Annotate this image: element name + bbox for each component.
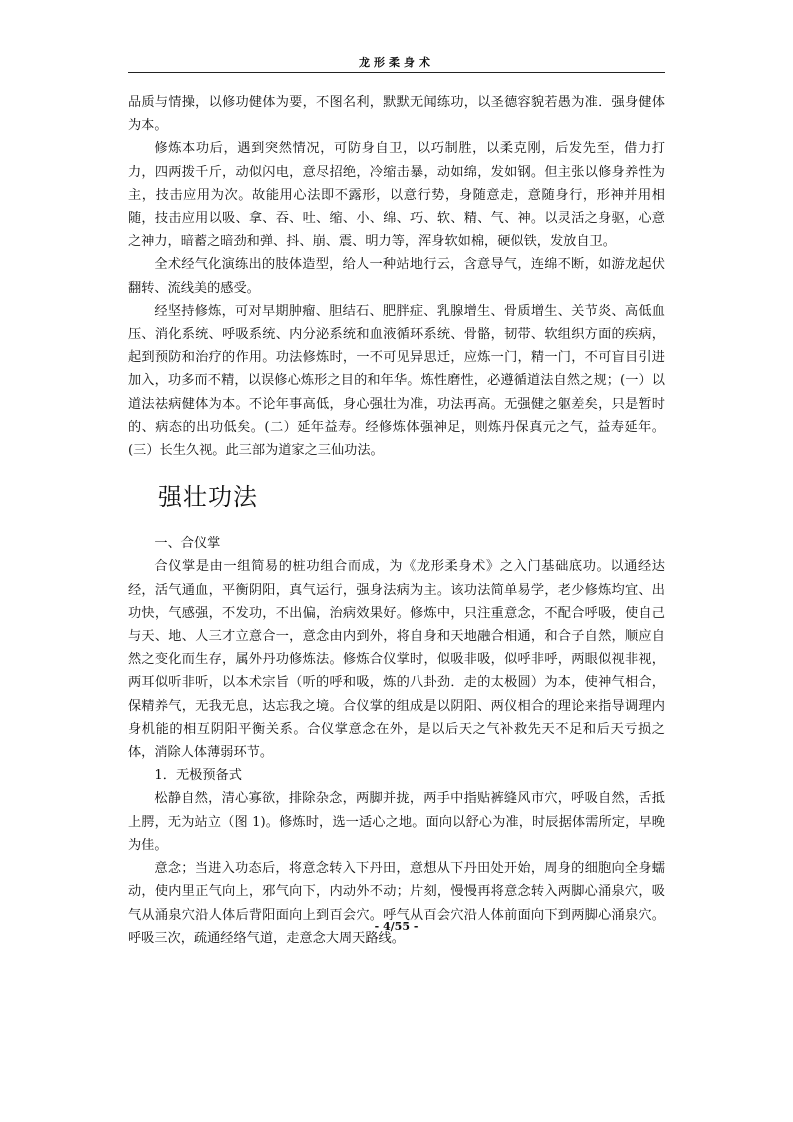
- paragraph-wuji-posture: 松静自然，清心寡欲，排除杂念，两脚并拢，两手中指贴裤缝风市穴，呼吸自然，舌抵上腭，无为站立（图 1)。修炼时，选一适心之地。面向以舒心为准，时辰据体需所定，早晚为佳。: [128, 791, 665, 853]
- subsection-heading-heyizhang: 一、合仪掌: [154, 536, 221, 552]
- page-number: - 4/55 -: [374, 920, 419, 933]
- paragraph-continued: 品质与情操，以修功健体为要，不图名利，默默无闻练功，以圣德容貌若愚为准．强身健体为本。: [128, 95, 665, 134]
- header-rule: [128, 72, 665, 73]
- running-header: 龙形柔身术: [359, 56, 434, 69]
- paragraph-health-benefits: 经坚持修炼，可对早期肿瘤、胆结石、肥胖症、乳腺增生、骨质增生、关节炎、高低血压、消化系统、呼吸系统、内分泌系统和血液循环系统、骨骼，韧带、软组织方面的疾病，起到预防和治疗的作用。功法修炼时，一不可见异思迁，应炼一门，精一门，不可盲目引进加入，功多而不精，以误修心炼形之目的和年华。炼性磨性，必遵循道法自然之规；(一）以道法祛病健体为本。不论年事高低，身心强壮为准，功法再高。无强健之躯差矣，只是暂时的、病态的出功低矣。(二）延年益寿。经修炼体强神足，则炼丹保真元之气，益寿延年。(三）长生久视。此三部为道家之三仙功法。: [128, 303, 665, 459]
- section-title: 强壮功法: [158, 483, 258, 512]
- paragraph-wuji-mind: 意念；当进入功态后，将意念转入下丹田，意想从下丹田处开始，周身的细胞向全身蠕动，使内里正气向上，邪气向下，内动外不动；片刻，慢慢再将意念转入两脚心涌泉穴，吸气从涌泉穴沿人体后背阳面向上到百会穴。呼气从百会穴沿人体前面向下到两脚心涌泉穴。呼吸三次，疏通经络气道，走意念大周天路线。: [128, 861, 665, 946]
- page-content: [128, 91, 665, 950]
- paragraph-combat-use: 修炼本功后，遇到突然情况，可防身自卫，以巧制胜，以柔克刚，后发先至，借力打力，四两拨千斤，动似闪电，意尽招绝，冷缩击暴，动如绵，发如钢。但主张以修身养性为主，技击应用为次。故能用心法即不露形，以意行势，身随意走，意随身行，形神并用相随，技击应用以吸、拿、吞、吐、缩、小、绵、巧、软、精、气、神。以灵活之身驱，心意之神力，暗蓄之暗劲和弹、抖、崩、震、明力等，浑身软如棉，硬似铁，发放自卫。: [128, 141, 665, 250]
- subsection-heading-wuji: 1．无极预备式: [154, 768, 242, 784]
- paragraph-form-aesthetics: 全术经气化演练出的肢体造型，给人一种站地行云，含意导气，连绵不断，如游龙起伏翻转、流线美的感受。: [128, 257, 665, 296]
- paragraph-heyizhang: 合仪掌是由一组简易的桩功组合而成，为《龙形柔身术》之入门基础底功。以通经达经，活气通血，平衡阴阳，真气运行，强身法病为主。该功法简单易学，老少修炼均宜、出功快，气感强，不发功，不出偏，治病效果好。修炼中，只注重意念，不配合呼吸，使自己与天、地、人三才立意合一，意念由内到外，将自身和天地融合相通，和合子自然，顺应自然之变化而生存，属外丹功修炼法。修炼合仪掌时，似吸非吸，似呼非呼，两眼似视非视，两耳似听非听，以本术宗旨（听的呼和吸，炼的八卦劲．走的太极圆）为本，使神气相合，保精养气，无我无息，达忘我之境。合仪掌的组成是以阴阳、两仪相合的理论来指导调理内身机能的相互阴阳平衡关系。合仪掌意念在外，是以后天之气补救先天不足和后天亏损之体，消除人体薄弱环节。: [128, 559, 665, 761]
